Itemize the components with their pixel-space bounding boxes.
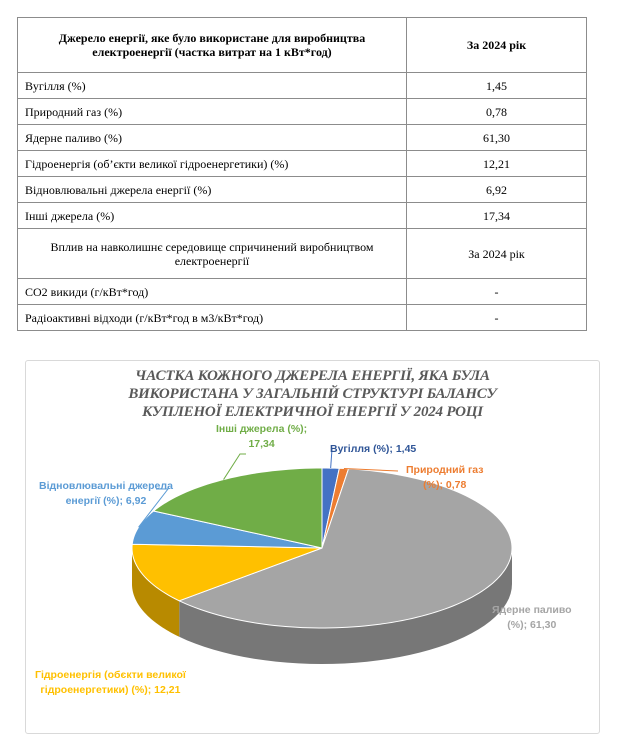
data-label-line: гідроенергетики) (%); 12,21 [40,684,181,696]
subheader-impact: Вплив на навколишнє середовище спричинений виробництвом електроенергії [18,229,407,279]
row-label: Вугілля (%) [18,73,407,99]
pie-chart [25,360,600,734]
row-value: 1,45 [407,73,587,99]
chart-title-line: КУПЛЕНОЇ ЕЛЕКТРИЧНОЇ ЕНЕРГІЇ У 2024 РОЦІ [142,404,483,420]
subheader-year: За 2024 рік [407,229,587,279]
row-label: Відновлювальні джерела енергії (%) [18,177,407,203]
data-label-gas [406,463,484,493]
data-label-line: (%); 61,30 [507,619,557,631]
row-label: Радіоактивні відходи (г/кВт*год в м3/кВт*год) [18,305,407,331]
row-value: 17,34 [407,203,587,229]
table-header-row [18,18,587,73]
data-label-renewable [39,479,173,509]
table-row [18,125,587,151]
row-value: 61,30 [407,125,587,151]
row-label: Інші джерела (%) [18,203,407,229]
chart-title-line: ВИКОРИСТАНА У ЗАГАЛЬНІЙ СТРУКТУРІ БАЛАНСУ [128,386,497,402]
header-source: Джерело енергії, яке було використане для виробництва електроенергії (частка витрат на 1 кВт*год) [18,18,407,73]
row-value: 12,21 [407,151,587,177]
row-value: 6,92 [407,177,587,203]
data-label-nuclear [492,603,572,633]
data-label-line: Природний газ [406,464,484,476]
table-row [18,177,587,203]
row-label: Ядерне паливо (%) [18,125,407,151]
header-year: За 2024 рік [407,18,587,73]
data-label-other [216,422,307,452]
table-row [18,305,587,331]
row-label: Природний газ (%) [18,99,407,125]
row-label: Гідроенергія (об’єкти великої гідроенергетики) (%) [18,151,407,177]
data-label-line: енергії (%); 6,92 [65,495,147,507]
data-label-line: (%); 0,78 [423,479,467,491]
data-label-line: 17,34 [248,438,275,450]
data-label-coal [330,442,416,457]
table-row [18,203,587,229]
data-label-line: Вугілля (%); 1,45 [330,443,417,455]
row-value: 0,78 [407,99,587,125]
energy-source-table [17,17,587,331]
data-label-line: Ядерне паливо [492,604,572,616]
chart-title-line: ЧАСТКА КОЖНОГО ДЖЕРЕЛА ЕНЕРГІЇ, ЯКА БУЛА [135,368,490,384]
table-subheader-row [18,229,587,279]
table-row [18,73,587,99]
row-label: СО2 викиди (г/кВт*год) [18,279,407,305]
row-value: - [407,305,587,331]
table-row [18,151,587,177]
table-row [18,99,587,125]
data-label-line: Інші джерела (%); [216,423,308,435]
data-label-line: Гідроенергія (обєкти великої [35,669,186,681]
data-label-line: Відновлювальні джерела [39,480,173,492]
chart-title [26,367,599,421]
row-value: - [407,279,587,305]
data-label-hydro [35,668,186,698]
table-row [18,279,587,305]
